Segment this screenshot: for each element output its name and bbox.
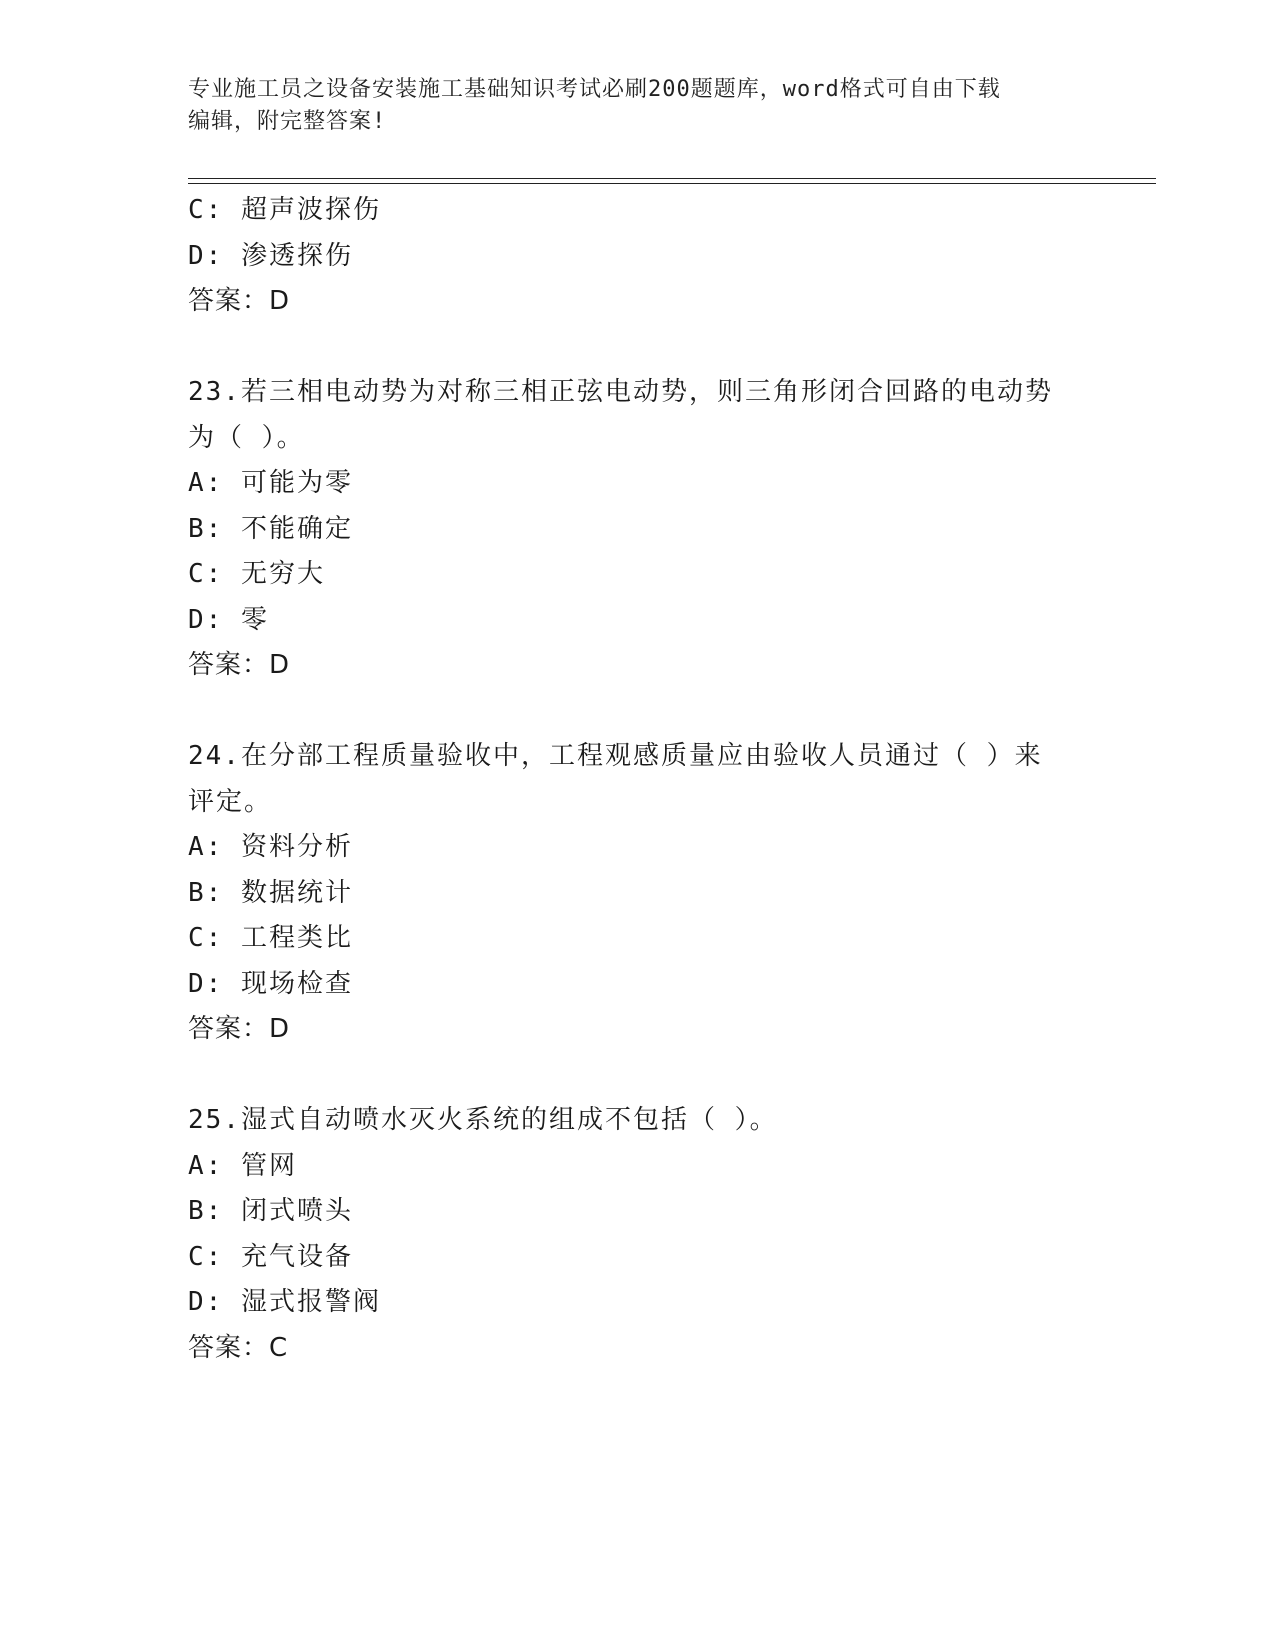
- document-header: [188, 74, 1088, 138]
- question-stem-line1: 25.湿式自动喷水灭火系统的组成不包括（ ）。: [188, 1105, 778, 1135]
- option-label: D:: [188, 1287, 224, 1317]
- option-b: [188, 507, 1108, 553]
- option-text: 超声波探伤: [240, 195, 381, 225]
- option-text: 湿式报警阀: [240, 1287, 381, 1317]
- option-label: B:: [188, 1196, 224, 1226]
- question-25: [188, 1098, 1108, 1371]
- answer-line: 答案：D: [188, 1014, 291, 1044]
- option-label: A:: [188, 1150, 224, 1181]
- option-d: [188, 962, 1108, 1008]
- question-23: [188, 370, 1108, 689]
- header-divider-top: [188, 178, 1156, 179]
- option-text: 充气设备: [240, 1241, 353, 1272]
- option-a: [188, 1144, 1108, 1190]
- option-label: C:: [188, 195, 224, 225]
- header-title-line2: 编辑，附完整答案!: [188, 109, 387, 134]
- option-c: [188, 552, 1108, 598]
- option-label: B:: [188, 513, 224, 544]
- option-c: [188, 188, 1108, 234]
- option-d: [188, 598, 1108, 644]
- spacer: [188, 689, 1108, 735]
- option-text: 不能确定: [240, 513, 353, 544]
- option-text: 闭式喷头: [240, 1196, 353, 1226]
- question-24: [188, 734, 1108, 1053]
- option-d: [188, 234, 1108, 280]
- option-label: C:: [188, 559, 224, 589]
- question-list: [188, 188, 1108, 1371]
- option-text: 工程类比: [240, 923, 353, 953]
- answer-line: 答案：D: [188, 286, 291, 316]
- option-b: [188, 1189, 1108, 1235]
- option-text: 可能为零: [240, 468, 353, 498]
- option-text: 零: [240, 604, 269, 635]
- option-label: A:: [188, 832, 224, 862]
- option-text: 无穷大: [240, 559, 325, 589]
- option-text: 数据统计: [240, 877, 353, 908]
- option-label: B:: [188, 877, 224, 908]
- option-c: [188, 916, 1108, 962]
- option-label: A:: [188, 468, 224, 498]
- option-label: D:: [188, 604, 224, 635]
- spacer: [188, 325, 1108, 371]
- answer-line: 答案：D: [188, 650, 291, 680]
- option-a: [188, 461, 1108, 507]
- question-22-continued: [188, 188, 1108, 325]
- question-stem-line1: 24.在分部工程质量验收中，工程观感质量应由验收人员通过（ ）来: [188, 741, 1043, 771]
- option-d: [188, 1280, 1108, 1326]
- option-c: [188, 1235, 1108, 1281]
- option-text: 现场检查: [240, 968, 353, 999]
- header-title-line1: 专业施工员之设备安装施工基础知识考试必刷200题题库，word格式可自由下载: [188, 77, 1001, 102]
- option-label: D:: [188, 968, 224, 999]
- option-a: [188, 825, 1108, 871]
- option-label: C:: [188, 1241, 224, 1272]
- spacer: [188, 1053, 1108, 1099]
- option-b: [188, 871, 1108, 917]
- option-text: 资料分析: [240, 832, 353, 862]
- option-text: 管网: [240, 1150, 297, 1181]
- option-label: D:: [188, 240, 224, 271]
- question-stem-line1: 23.若三相电动势为对称三相正弦电动势，则三角形闭合回路的电动势: [188, 377, 1053, 407]
- question-stem-line2: 为（ ）。: [188, 422, 305, 453]
- option-text: 渗透探伤: [240, 240, 353, 271]
- answer-line: 答案：C: [188, 1332, 289, 1363]
- header-divider-bottom: [188, 183, 1156, 184]
- question-stem-line2: 评定。: [188, 786, 273, 817]
- option-label: C:: [188, 923, 224, 953]
